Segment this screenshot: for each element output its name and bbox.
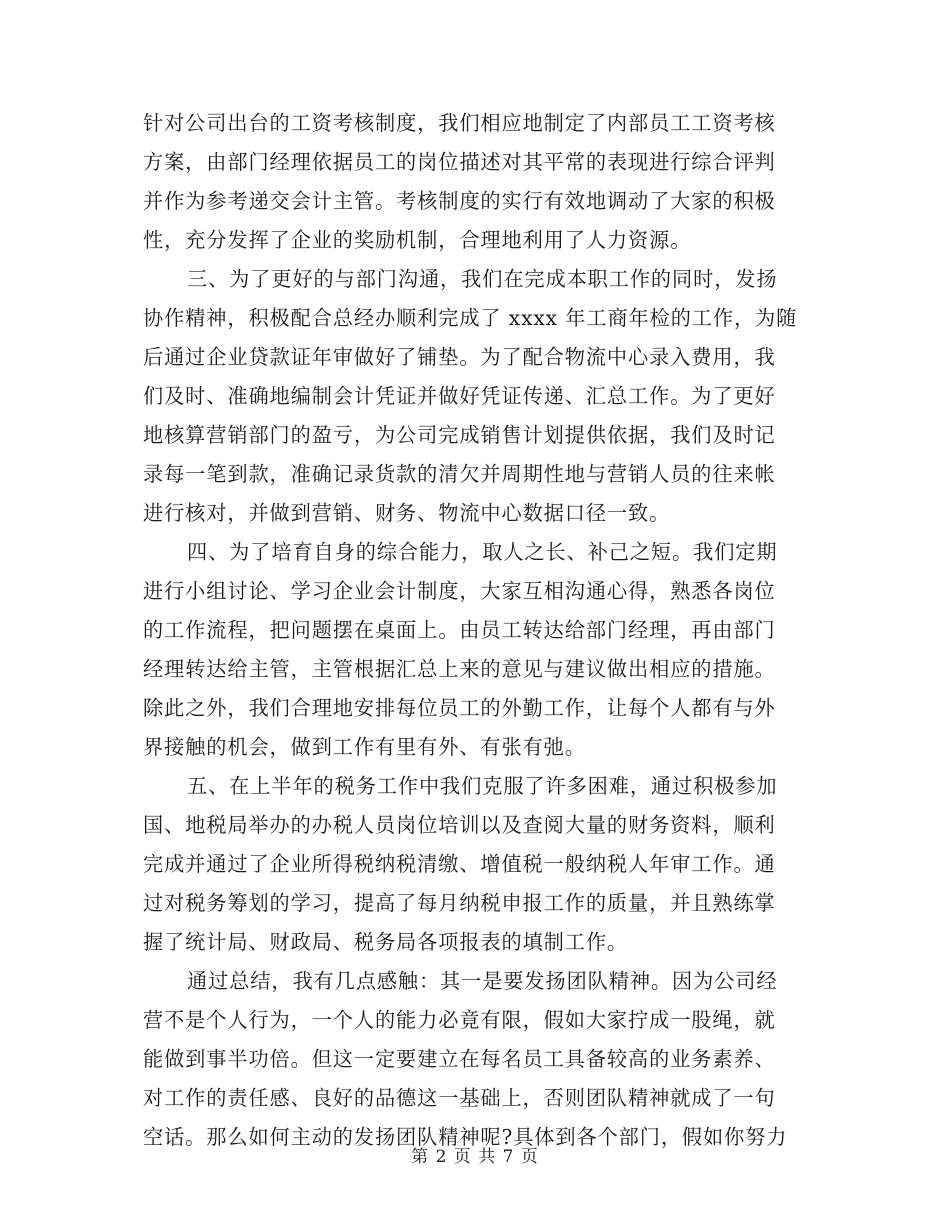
text-line: 过对税务筹划的学习，提高了每月纳税申报工作的质量，并且熟练掌 — [143, 891, 776, 915]
text-line: 地核算营销部门的盈亏，为公司完成销售计划提供依据，我们及时记 — [143, 423, 776, 447]
text-line: 们及时、准确地编制会计凭证并做好凭证传递、汇总工作。为了更好 — [143, 384, 776, 408]
text-line: 国、地税局举办的办税人员岗位培训以及查阅大量的财务资料，顺利 — [143, 813, 776, 837]
text-line: 营不是个人行为，一个人的能力必竟有限，假如大家拧成一股绳，就 — [143, 1008, 776, 1032]
text-line: 针对公司出台的工资考核制度，我们相应地制定了内部员工工资考核 — [143, 111, 776, 135]
text-line: 对工作的责任感、良好的品德这一基础上，否则团队精神就成了一句 — [143, 1086, 776, 1110]
text-line: 能做到事半功倍。但这一定要建立在每名员工具备较高的业务素养、 — [143, 1047, 776, 1071]
page-footer: 第 2 页 共 7 页 — [411, 1147, 539, 1167]
text-line: 并作为参考递交会计主管。考核制度的实行有效地调动了大家的积极 — [143, 189, 776, 213]
text-line: 除此之外，我们合理地安排每位员工的外勤工作，让每个人都有与外 — [143, 696, 776, 720]
paragraph-first-line: 四、为了培育自身的综合能力，取人之长、补己之短。我们定期 — [187, 540, 778, 564]
text-line: 进行小组讨论、学习企业会计制度，大家互相沟通心得，熟悉各岗位 — [143, 579, 776, 603]
body-text — [143, 104, 813, 1157]
text-line: 进行核对，并做到营销、财务、物流中心数据口径一致。 — [143, 501, 671, 525]
paragraph-first-line: 三、为了更好的与部门沟通，我们在完成本职工作的同时，发扬 — [187, 267, 778, 291]
text-line: 握了统计局、财政局、税务局各项报表的填制工作。 — [143, 930, 629, 954]
text-line: 后通过企业贷款证年审做好了铺垫。为了配合物流中心录入费用，我 — [143, 345, 776, 369]
text-line: 的工作流程，把问题摆在桌面上。由员工转达给部门经理，再由部门 — [143, 618, 776, 642]
text-line: 录每一笔到款，准确记录货款的清欠并周期性地与营销人员的往来帐 — [143, 462, 776, 486]
text-line: 界接触的机会，做到工作有里有外、有张有弛。 — [143, 735, 586, 759]
paragraph-first-line: 五、在上半年的税务工作中我们克服了许多困难，通过积极参加 — [187, 774, 778, 798]
text-line: 经理转达给主管，主管根据汇总上来的意见与建议做出相应的措施。 — [143, 657, 776, 681]
text-line: 方案，由部门经理依据员工的岗位描述对其平常的表现进行综合评判 — [143, 150, 776, 174]
text-line: 空话。那么如何主动的发扬团队精神呢?具体到各个部门，假如你努力 — [143, 1125, 788, 1149]
text-line: 性，充分发挥了企业的奖励机制，合理地利用了人力资源。 — [143, 228, 692, 252]
text-line: 完成并通过了企业所得税纳税清缴、增值税一般纳税人年审工作。通 — [143, 852, 776, 876]
paragraph-first-line: 通过总结，我有几点感触：其一是要发扬团队精神。因为公司经 — [187, 969, 778, 993]
text-line: 协作精神，积极配合总经办顺利完成了 xxxx 年工商年检的工作，为随 — [143, 306, 798, 330]
